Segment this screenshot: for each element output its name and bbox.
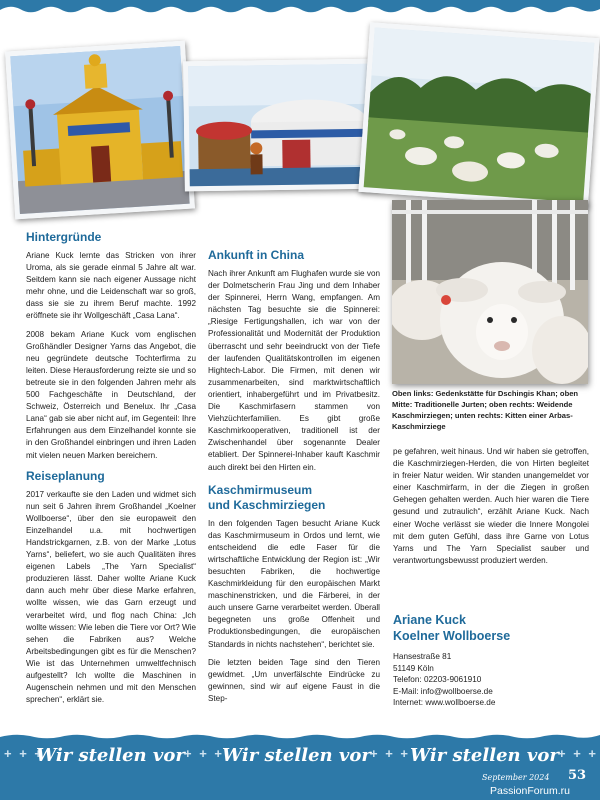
paragraph: 2017 verkaufte sie den Laden und widmet sich nun seit 6 Jahren ihrem Großhandel „Koelner Wollboerse“, über den sie europaweit den Einzelhandel u.a. mit hochwertigen Handstrickgarnen, z.B. von der Marke „Lotus Yarns“, beliefert, wo sie auch Qualitäten ihres eigenen Labels „The Yarn Specialist“ produzieren lässt. Daher wollte Ariane Kuck dann auch mehr über diese Marke erfahren, wollte wissen, wie das Garn erzeugt und verarbeitet wird, und flog nach China: „Ich wollte wissen: Wie leben die Tiere vor Ort? Wie sehen die Fabriken aus? Welche Arbeitsbedingungen gibt es für die Menschen? Wie ist das Unternehmen umweltfechnisch aufgestellt? Ich wollte die Maschinen in Augenschein nehmen und mit den Menschen sprechen“, erklärt sie.: [26, 489, 196, 705]
paragraph: Nach ihrer Ankunft am Flughafen wurde sie von der Dolmetscherin Frau Jing und dem Inhaber der Spinnerei, Herrn Wang, empfangen. Am nächsten Tag besuchte sie die Spinnerei: „Riesige Fertigungshallen, ich war von der Professionalität und Modernität der Produktion überrascht und sehr beeindruckt von der Tiefe der laufenden Qualitätskontrollen im eigenen Hightech-Labor. Die Firmen, mit denen wir zusammenarbeiten, sind marktwirtschaftlich orientiert, inhabergeführt und im Privatbesitz. Die Kaschmirfasern stammen von Viehzüchterfamilien. Es gibt große Kaschmirkooperativen, traditionell ist der Zwischenhandel über sogenannte Dealer etabliert. Der Spinnerei-Inhaber kauft Kaschmir auch direkt bei den Hirten ein.: [208, 269, 380, 472]
paragraph: Die letzten beiden Tage sind den Tieren gewidmet. „Um unverfälschte Eindrücke zu gewinnen, sind wir auf eigene Faust in die Step-: [208, 657, 380, 703]
column-right: [393, 446, 589, 573]
heading-kaschmirmuseum: [208, 483, 380, 513]
contact-company: Koelner Wollboerse: [393, 629, 511, 643]
column-middle: [208, 244, 380, 711]
plus-decoration: + + +: [184, 746, 224, 761]
contact-block: [393, 612, 593, 709]
photo-grazing-cashmere-goats: [358, 22, 599, 208]
plus-decoration: + + +: [370, 746, 410, 761]
paragraph: 2008 bekam Ariane Kuck vom englischen Großhändler Designer Yarns das Angebot, die neu gegründete deutsche Tochterfirma zu leiten. Diese Herausforderung reizte sie und so betreute sie in den folgenden Jahren mehr als 500 Fachgeschäfte in Deutschland, der Schweiz, Österreich und Benelux. Ihr „Casa Lana“ gab sie aber nicht auf, im Gegenteil: Ihre Erfahrungen aus dem Einzelhandel konnte sie in den Großhandel einbringen und ihren Laden mit vielen neuen Marken bereichern.: [26, 329, 196, 460]
column-left: [26, 226, 196, 712]
footer-title: Wir stellen vor: [410, 745, 559, 766]
site-watermark: PassionForum.ru: [490, 785, 570, 797]
heading-line: Kaschmirmuseum: [208, 482, 313, 497]
photo-caption: Oben links: Gedenkstätte für Dschingis Khan; oben Mitte: Traditionelle Jurten; oben rechts: Weidende Kaschmirziegen; unten rechts: Kitten einer Arbas-Kaschmirziege: [392, 389, 579, 431]
photo-traditional-yurts: [183, 59, 381, 192]
plus-decoration: + + +: [558, 746, 598, 761]
heading-reiseplanung: Reiseplanung: [26, 468, 105, 483]
paragraph: In den folgenden Tagen besucht Ariane Kuck das Kaschmirmuseum in Ordos und lernt, wie entscheidend die edle Faser für die wirtschaftliche Entwicklung der Region ist: „Wir besuchten Fabriken, die hochwertige Kaschmirkleidung für den europäischen Markt maschinenstricken, und die Färberei, in der auch unsere Garne verarbeitet werden. Überall begegneten uns große Offenheit und Produktionsbedingungen, die europäischen Standards in nichts nachstehen“, berichtet sie.: [208, 518, 380, 649]
contact-phone: Telefon: 02203-9061910: [393, 675, 482, 685]
top-torn-edge: [0, 0, 600, 22]
paragraph: Ariane Kuck lernte das Stricken von ihrer Uroma, als sie gerade einmal 5 Jahre alt war. Seitdem kann sie nach eigener Aussage nicht mehr ohne, und die Leidenschaft war so groß, dass sie sie zu ihrem Beruf machte. 1992 eröffnete sie ihr Wollgeschäft „Casa Lana“.: [26, 251, 196, 321]
contact-address: [393, 651, 593, 709]
heading-line: und Kaschmirziegen: [208, 497, 326, 512]
contact-city: 51149 Köln: [393, 663, 434, 673]
contact-street: Hansestraße 81: [393, 652, 452, 661]
contact-name: Ariane Kuck: [393, 613, 466, 627]
contact-email[interactable]: E-Mail: info@wollboerse.de: [393, 686, 493, 696]
photo-genghis-khan-memorial: [5, 41, 195, 220]
plus-decoration: + + +: [4, 746, 44, 761]
heading-hintergruende: Hintergründe: [26, 230, 102, 244]
issue-date: September 2024: [482, 773, 550, 782]
paragraph: pe gefahren, weit hinaus. Und wir haben sie getroffen, die Kaschmirziegen-Herden, die von Hirten begleitet in freier Natur weiden. Wir standen unangemeldet vor einer Kaschmirfarm, in der die Ziegen in großen Gehegen gehalten werden. Auch hier waren die Tiere gesund und zutraulich“, erzählt Ariane Kuck. Nach einer Woche verlässt sie wieder die Innere Mongolei mit dem guten Gefühl, dass ihre Garne von Lotus Yarns und The Yarn Specialist sauber und verantwortungsbewusst produziert werden.: [393, 447, 589, 565]
page-number: 53: [568, 768, 587, 783]
footer-title: Wir stellen vor: [222, 745, 371, 766]
photo-arbas-kid-goat: [392, 200, 588, 384]
footer-torn-edge: [0, 733, 600, 741]
footer-title: Wir stellen vor: [36, 745, 185, 766]
footer-band: [0, 733, 600, 800]
contact-website[interactable]: Internet: www.wollboerse.de: [393, 698, 496, 708]
heading-ankunft: Ankunft in China: [208, 248, 304, 262]
